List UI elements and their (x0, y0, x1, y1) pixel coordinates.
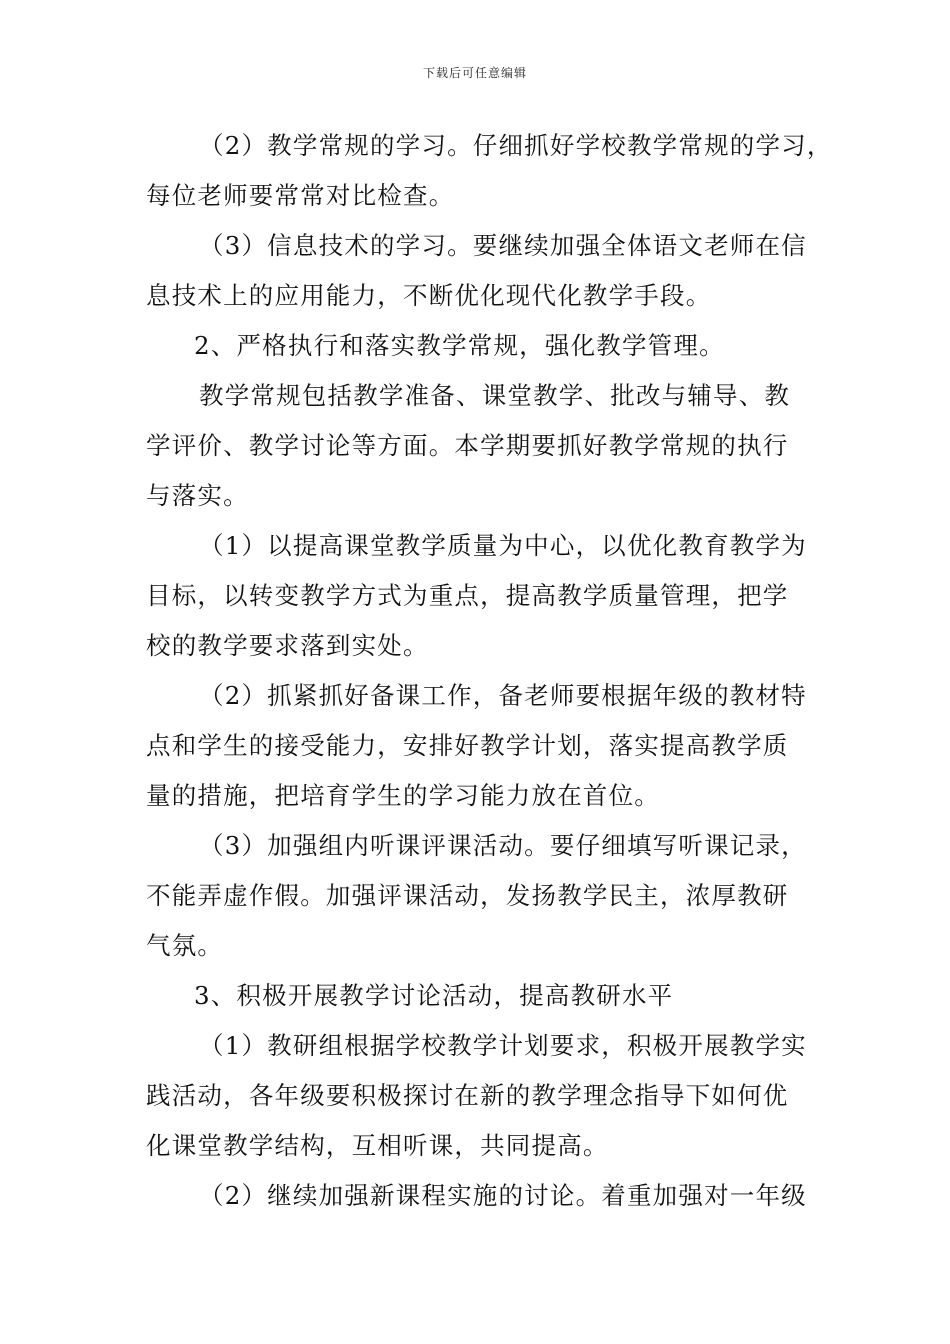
text-line: 3、积极开展教学讨论活动，提高教研水平 (194, 981, 674, 1010)
text-line: （3）信息技术的学习。要继续加强全体语文老师在信 (199, 231, 807, 260)
text-line: （1）以提高课堂教学质量为中心，以优化教育教学为 (199, 531, 807, 560)
text-line: 息技术上的应用能力，不断优化现代化教学手段。 (146, 281, 712, 310)
text-line: （2）继续加强新课程实施的讨论。着重加强对一年级 (199, 1181, 807, 1210)
text-line: （3）加强组内听课评课活动。要仔细填写听课记录， (199, 831, 807, 860)
text-line: 与落实。 (146, 481, 249, 510)
text-line: 气氛。 (146, 931, 224, 960)
text-line: 量的措施，把培育学生的学习能力放在首位。 (146, 781, 660, 810)
text-line: 点和学生的接受能力，安排好教学计划，落实提高教学质 (146, 731, 789, 760)
text-line: （2）抓紧抓好备课工作，备老师要根据年级的教材特 (199, 681, 807, 710)
text-line: （2）教学常规的学习。仔细抓好学校教学常规的学习， (199, 131, 833, 160)
text-line: 不能弄虚作假。加强评课活动，发扬教学民主，浓厚教研 (146, 881, 789, 910)
text-line: 化课堂教学结构，互相听课，共同提高。 (146, 1131, 609, 1160)
text-line: 2、严格执行和落实教学常规，强化教学管理。 (194, 331, 725, 360)
page-header: 下载后可任意编辑 (422, 66, 527, 80)
text-line: 践活动，各年级要积极探讨在新的教学理念指导下如何优 (146, 1081, 789, 1110)
text-line: 每位老师要常常对比检查。 (146, 181, 455, 210)
text-line: （1）教研组根据学校教学计划要求，积极开展教学实 (199, 1031, 807, 1060)
text-line: 学评价、教学讨论等方面。本学期要抓好教学常规的执行 (146, 431, 789, 460)
text-line: 目标，以转变教学方式为重点，提高教学质量管理，把学 (146, 581, 789, 610)
text-line: 教学常规包括教学准备、课堂教学、批改与辅导、教 (199, 381, 791, 410)
text-line: 校的教学要求落到实处。 (146, 631, 429, 660)
